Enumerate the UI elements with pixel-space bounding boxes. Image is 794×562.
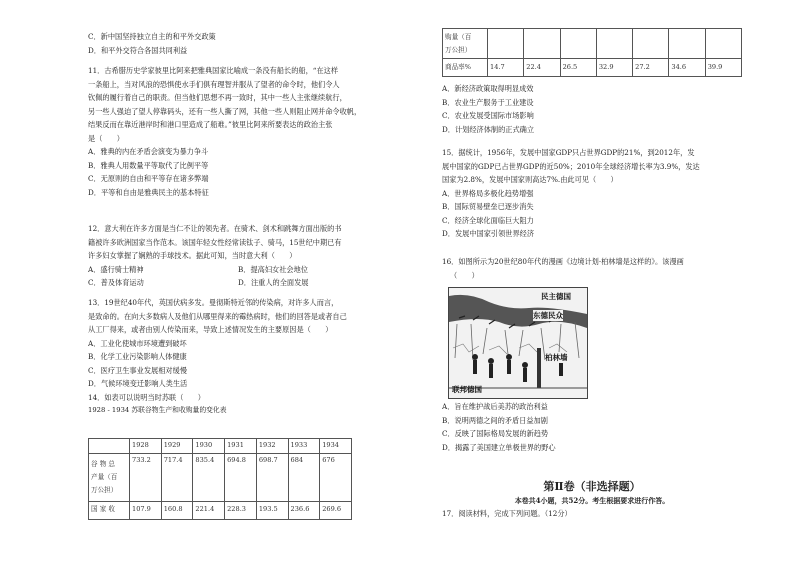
empty-cell (524, 29, 560, 59)
q13-option-a: A．工业化使城市环境遭到破坏 (88, 338, 187, 348)
q12-option-c: C．普及体育运动 (88, 278, 144, 287)
value-cell: 684 (288, 453, 320, 501)
row-label-line: 购量（百 (445, 32, 472, 41)
empty-cell (560, 29, 596, 59)
pct-cell: 22.4 (524, 59, 560, 77)
grain-table-continued (442, 28, 742, 77)
year-cell: 1931 (225, 439, 257, 454)
q11-stem-line: 11．古希腊历史学家彼里比阿来把雅典国家比喻成一条没有船长的船，“在这样 (88, 66, 339, 75)
row-label-line: 谷 物 总 (91, 459, 115, 468)
year-cell: 1933 (288, 439, 320, 454)
q13-stem-line: 13．19世纪40年代，英国伏病多发。曼彻斯特近邻的传染病，对许多人而言， (88, 298, 339, 307)
empty-cell (633, 29, 669, 59)
q15-option-a: A．世界格局多极化趋势增强 (442, 188, 534, 198)
q16-stem-line: （ ） (450, 270, 479, 280)
q11-stem-line: 是（ ） (88, 133, 124, 143)
value-cell: 221.4 (193, 501, 225, 519)
section-title: 第Ⅱ卷（非选择题） (543, 480, 641, 493)
empty-cell (705, 29, 741, 59)
q11-stem-line: 结果反而在靠近港岸时和港口里造成了船难。”彼里比阿来所要表达的政治主张 (88, 120, 333, 129)
value-cell: 269.6 (320, 501, 352, 519)
label-frg: 联邦德国 (452, 385, 482, 394)
q12-stem-line: 许多妇女掌握了娴熟的手球技术。据此可知，当时意大利（ ） (88, 251, 297, 260)
question-16 (442, 255, 684, 282)
section-note: 本卷共4小题，共52分。考生根据要求进行作答。 (514, 495, 670, 505)
q13-stem-line: 是致命的。在向大多数病人及他们从哪里得来的霉热病时，他们的回答是或者自己 (88, 311, 347, 321)
year-cell: 1932 (256, 439, 288, 454)
q11-option-a: A．雅典的内在矛盾会演变为暴力争斗 (88, 147, 209, 156)
row-label-line: 万公担） (91, 485, 118, 494)
cartoon-drawing (449, 288, 587, 398)
q12-stem-line: 12．意大利在许多方面是当仁不让的领先者。在骑术、剑术和跳舞方面出版的书 (88, 224, 342, 233)
q13-stem-line: 从工厂得来，或者由别人传染而来，导致上述情况发生的主要原因是（ ） (88, 325, 333, 334)
q13-option-c: C．医疗卫生事业发展相对缓慢 (88, 365, 187, 375)
pct-cell: 14.7 (488, 59, 524, 77)
q15-stem-line: 展中国家的GDP已占世界GDP的近50%；2010年全球经济增长率为3.9%，发达 (442, 161, 700, 171)
row-label-line: 产量（百 (91, 472, 118, 481)
row-label-commodity-rate: 商品率% (443, 59, 488, 77)
year-cell: 1934 (320, 439, 352, 454)
pct-cell: 27.2 (633, 59, 669, 77)
empty-cell (488, 29, 524, 59)
row-label-state-procurement: 国 家 收 (89, 501, 130, 519)
value-cell: 676 (320, 453, 352, 501)
value-cell: 717.4 (161, 453, 193, 501)
q13-option-b: B．化学工业污染影响人体健康 (88, 352, 187, 361)
q11-option-c: C．无原则的自由和平等存在诸多弊端 (88, 174, 209, 183)
question-12 (88, 222, 342, 290)
q17-stem: 17．阅读材料，完成下列问题。（12分） (442, 509, 572, 518)
q14-table-caption: 1928 - 1934 苏联谷物生产和收购量的变化表 (88, 406, 227, 414)
q11-stem-line: 一条船上，当对风浪的恐惧使水手们俱有理智并服从了望者的命令时，他们令人 (88, 79, 340, 89)
row-label-line: 万公担） (445, 45, 472, 54)
q11-option-d: D．平等和自由是雅典民主的基本特征 (88, 187, 209, 197)
row-label-total-output (89, 453, 130, 501)
q11-stem-line: 另一些人强迫了望人停靠码头，还有一些人撕了网，其他一些人则阻止网并命令收帆， (88, 106, 362, 116)
q15-option-d: D．发展中国家引领世界经济 (442, 229, 535, 238)
empty-cell (596, 29, 632, 59)
q16-options (442, 400, 556, 454)
q16-option-c: C．反映了国际格局发展的新趋势 (442, 429, 549, 438)
q16-option-d: D．揭露了美国建立单极世界的野心 (442, 442, 556, 452)
table-header-blank (89, 439, 130, 454)
value-cell: 698.7 (256, 453, 288, 501)
q11-option-b: B．雅典人用数量平等取代了比例平等 (88, 160, 209, 170)
label-berlin-wall: 柏林墙 (545, 353, 568, 362)
q11-stem-line: 钦佩的履行着自己的职责。但当他们思想不再一致时，其中一些人主张继续航行， (88, 93, 347, 102)
question-15 (442, 146, 700, 241)
q16-stem-line: 16．如图所示为20世纪80年代的漫画《边境计划·柏林墙是这样的》。该漫画 (442, 257, 684, 266)
q10-option-c: C．新中国坚持独立自主的和平外交政策 (88, 32, 216, 41)
section-2-header (442, 480, 742, 521)
value-cell: 835.4 (193, 453, 225, 501)
q12-option-d: D．注重人的全面发展 (238, 278, 309, 287)
value-cell: 107.9 (130, 501, 162, 519)
year-cell: 1928 (130, 439, 162, 454)
value-cell: 694.8 (225, 453, 257, 501)
q14-option-a: A．新经济政策取得明显成效 (442, 84, 534, 93)
label-east-germans: 东德民众 (533, 311, 563, 320)
q12-stem-line: 籍被许多欧洲国家当作范本。该国年轻女性经常读钛子、骑马，15世纪中期已有 (88, 237, 342, 247)
q16-option-a: A．旨在维护战后美苏的政治利益 (442, 402, 548, 411)
berlin-wall-cartoon (448, 287, 588, 399)
question-13 (88, 296, 347, 418)
question-11 (88, 64, 361, 199)
label-gdr: 民主德国 (541, 292, 571, 301)
pct-cell: 34.6 (669, 59, 705, 77)
value-cell: 733.2 (130, 453, 162, 501)
q15-option-b: B．国际贸易壁垒已逐步消失 (442, 202, 534, 211)
row-label-procurement-cont (443, 29, 488, 59)
q15-stem-line: 15．据统计，1956年，发展中国家GDP只占世界GDP的21%，到2012年，发 (442, 148, 695, 157)
value-cell: 193.5 (256, 501, 288, 519)
q13-option-d: D．气候环境变迁影响人类生活 (88, 379, 188, 388)
q14-options (442, 82, 534, 136)
grain-table (88, 438, 352, 520)
year-cell: 1930 (193, 439, 225, 454)
pct-cell: 26.5 (560, 59, 596, 77)
pct-cell: 32.9 (596, 59, 632, 77)
q16-option-b: B．说明两德之间的矛盾日益加剧 (442, 415, 548, 425)
q12-option-a: A．盛行骑士精神 (88, 264, 144, 274)
q14-option-b: B．农业生产服务于工业建设 (442, 97, 534, 107)
q15-stem-line: 国家为2.8%，发展中国家则高达7%.由此可见（ ） (442, 175, 618, 184)
q14-option-d: D．计划经济体制的正式确立 (442, 124, 535, 134)
value-cell: 160.8 (161, 501, 193, 519)
value-cell: 236.6 (288, 501, 320, 519)
pct-cell: 39.9 (705, 59, 741, 77)
empty-cell (669, 29, 705, 59)
q10-option-d: D．和平外交符合各国共同利益 (88, 45, 188, 55)
year-cell: 1929 (161, 439, 193, 454)
q15-option-c: C．经济全球化面临巨大阻力 (442, 215, 534, 225)
q14-option-c: C．农业发展受国际市场影响 (442, 111, 534, 120)
value-cell: 228.3 (225, 501, 257, 519)
q12-option-b: B．提高妇女社会地位 (238, 264, 308, 274)
q14-stem: 14．如表可以说明当时苏联（ ） (88, 392, 205, 402)
